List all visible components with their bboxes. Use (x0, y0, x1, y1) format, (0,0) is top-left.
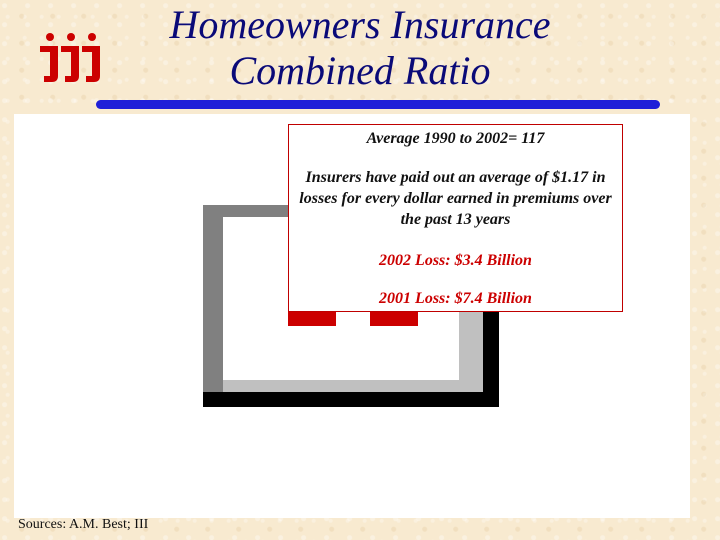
iii-logo-icon (38, 32, 104, 88)
sources-footnote: Sources: A.M. Best; III (18, 517, 149, 532)
red-mark-right (370, 312, 418, 326)
frame-left-edge (203, 205, 223, 392)
loss-2002-text: 2002 Loss: $3.4 Billion (379, 252, 532, 269)
loss-2001-text: 2001 Loss: $7.4 Billion (379, 290, 532, 307)
title-underline-bar (96, 100, 660, 109)
callout-box (288, 124, 623, 312)
slide-title (150, 2, 570, 94)
average-text: Average 1990 to 2002= 117 (366, 130, 545, 147)
slide-title-line1: Homeowners Insurance (169, 2, 551, 47)
slide-title-line2: Combined Ratio (229, 48, 491, 93)
red-mark-left (288, 312, 336, 326)
description-text: Insurers have paid out an average of $1.17 in losses for every dollar earned in premiums over the past 13 years (299, 169, 612, 228)
